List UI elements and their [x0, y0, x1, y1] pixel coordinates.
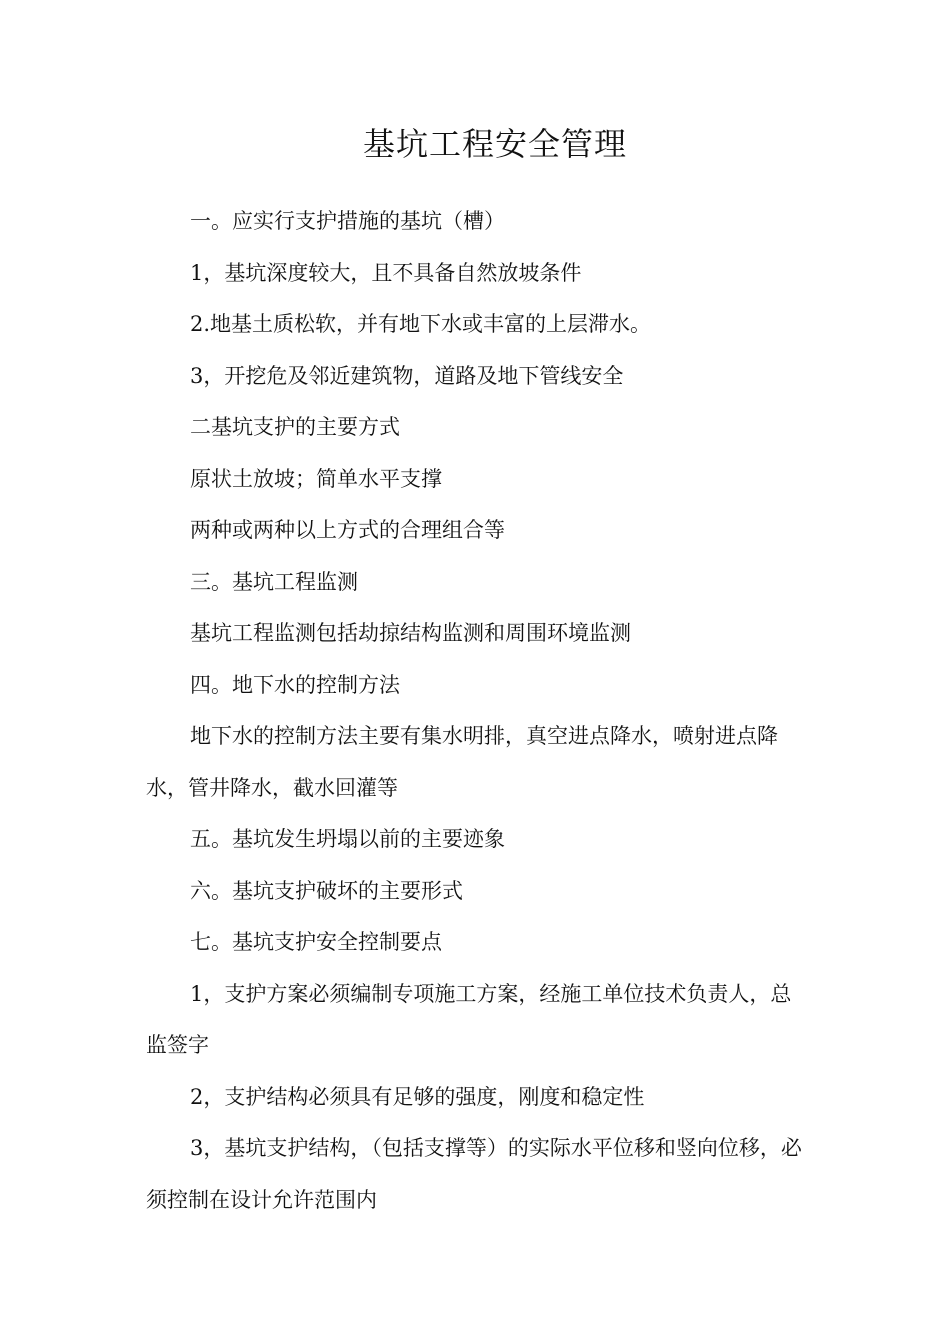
paragraph: 五。基坑发生坍塌以前的主要迹象 — [190, 827, 505, 851]
paragraph: 两种或两种以上方式的合理组合等 — [190, 518, 505, 542]
paragraph: 七。基坑支护安全控制要点 — [190, 930, 442, 954]
paragraph: 2，支护结构必须具有足够的强度，刚度和稳定性 — [190, 1084, 645, 1109]
paragraph: 六。基坑支护破坏的主要形式 — [190, 878, 463, 903]
paragraph: 地下水的控制方法主要有集水明排，真空进点降水，喷射进点降水，管井降水，截水回灌等 — [146, 724, 778, 800]
paragraph: 1，基坑深度较大，且不具备自然放坡条件 — [190, 260, 582, 285]
paragraph: 原状土放坡；简单水平支撑 — [190, 466, 442, 491]
paragraph: 3，基坑支护结构，（包括支撑等）的实际水平位移和竖向位移，必须控制在设计允许范围内 — [146, 1136, 802, 1212]
paragraph: 二基坑支护的主要方式 — [190, 415, 400, 439]
paragraph: 四。地下水的控制方法 — [190, 672, 400, 697]
document-body — [146, 196, 806, 1226]
paragraph: 3，开挖危及邻近建筑物，道路及地下管线安全 — [190, 363, 624, 388]
paragraph: 基坑工程监测包括劫掠结构监测和周围环境监测 — [190, 621, 631, 645]
paragraph: 1，支护方案必须编制专项施工方案，经施工单位技术负责人，总监签字 — [146, 981, 792, 1057]
paragraph: 2.地基土质松软，并有地下水或丰富的上层滞水。 — [190, 312, 652, 336]
document-title: 基坑工程安全管理 — [362, 125, 627, 163]
paragraph: 一。应实行支护措施的基坑（槽） — [190, 209, 505, 233]
paragraph: 三。基坑工程监测 — [190, 569, 358, 594]
